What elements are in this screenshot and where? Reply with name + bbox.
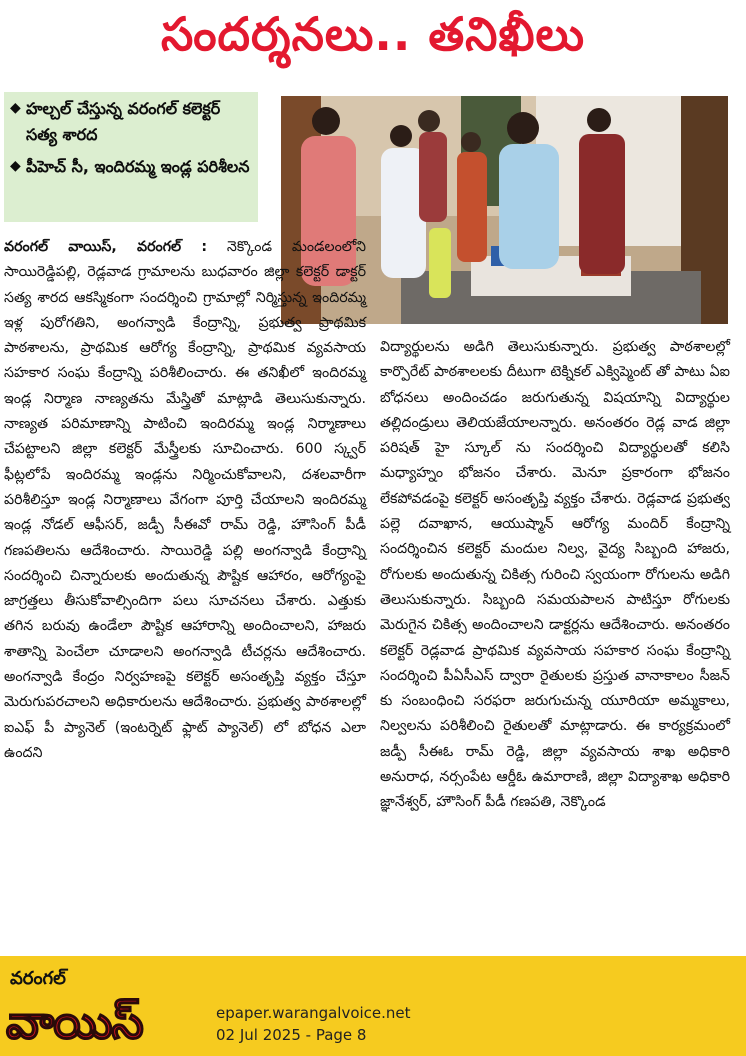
headline: సందర్శనలు.. తనిఖీలు: [160, 7, 586, 61]
highlight-item: [10, 96, 252, 148]
highlight-text: హల్చల్ చేస్తున్న వరంగల్ కలెక్టర్ సత్య శారద: [26, 99, 221, 144]
article-column-left: [4, 235, 366, 766]
byline: వరంగల్ వాయిస్, వరంగల్ :: [4, 239, 208, 255]
article-text-left: నెక్కొండ మండలంలోని సాయిరెడ్డిపల్లి, రెడ్లవాడ గ్రామాలను బుధవారం జిల్లా కలెక్టర్ డాక్టర్ సత్య శారద ఆకస్మికంగా సందర్శించి గ్రామాల్లో నిర్మిస్తున్న ఇందిరమ్మ ఇళ్ల పురోగతిని, అంగన్వాడి కేంద్రాన్ని, ప్రభుత్వ ప్రాథమిక పాఠశాలను, ప్రాథమిక ఆరోగ్య కేంద్రాన్ని, ప్రాథమిక వ్యవసాయ సహకార సంఘ కేంద్రాన్ని పరిశీలించారు. ఈ తనిఖీలో ఇందిరమ్మ ఇండ్ల నిర్మాణ నాణ్యతను మేస్త్రితో మాట్లాడి తెలుసుకున్నారు. నాణ్యత పరిమాణాన్ని పాటించి ఇందిరమ్మ ఇండ్ల నిర్మాణాలు చేపట్టాలని జిల్లా కలెక్టర్ మేస్త్రీలకు సూచించారు. 600 స్క్వర్ ఫీట్లలోపే ఇందిరమ్మ ఇండ్లను నిర్మించుకోవాలని, దశలవారీగా పరిశీలిస్తూ ఇండ్ల నిర్మాణాలు వేగంగా పూర్తి చేయాలని ఇందిరమ్మ ఇండ్ల నోడల్ ఆఫీసర్, జడ్పీ సీఈవో రామ్ రెడ్డి, హౌసింగ్ పీడీ గణపతిలను ఆదేశించారు. సాయిరెడ్డి పల్లి అంగన్వాడి కేంద్రాన్ని సందర్శించి చిన్నారులకు అందుతున్న పౌష్టిక ఆహారం, ఆరోగ్యంపై జాగ్రత్తలు తీసుకోవాల్సిందిగా పలు సూచనలు చేశారు. ఎత్తుకు తగిన బరువు ఉండేలా పౌష్టిక ఆహారాన్ని అందించాలని, హాజరు శాతాన్ని పెంచేలా చూడాలని అంగన్వాడి టీచర్లను ఆదేశించారు. అంగన్వాడి కేంద్రం నిర్వహణపై కలెక్టర్ అసంతృప్తి వ్యక్తం చేస్తూ మెరుగుపరచాలని అధికారులను ఆదేశించారు. ప్రభుత్వ పాఠశాలల్లో ఐఎఫ్ పీ ప్యానెల్ (ఇంటర్నెట్ ఫ్లాట్ ప్యానెల్) లో బోధన ఎలా ఉందని: [4, 239, 366, 761]
logo-small-text: వరంగల్: [10, 968, 66, 989]
highlight-box: [4, 92, 258, 222]
logo-big-text: వాయిస్: [6, 995, 143, 1049]
date-page: 02 Jul 2025 - Page 8: [216, 1026, 367, 1044]
footer: [0, 956, 746, 1056]
article-column-right: విద్యార్థులను అడిగి తెలుసుకున్నారు. ప్రభుత్వ పాఠశాలల్లో కార్పొరేట్ పాఠశాలలకు దీటుగా టెక్నికల్ ఎక్విప్మెంట్ తో పాటు ఏఐ బోధనలు అందించడం జరుగుతున్న విషయాన్ని విద్యార్థుల తల్లిదండ్రులు తెలియజేయాలన్నారు. అనంతరం రెడ్ల వాడ జిల్లా పరిషత్ హై స్కూల్ ను సందర్శించి విద్యార్థులతో కలిసి మధ్యాహ్నం భోజనం చేశారు. మెనూ ప్రకారంగా భోజనం లేకపోవడంపై కలెక్టర్ అసంతృప్తి వ్యక్తం చేశారు. రెడ్లవాడ ప్రభుత్వ పల్లె దవాఖాన, ఆయుష్మాన్ ఆరోగ్య మందిర్ కేంద్రాన్ని సందర్శించిన కలెక్టర్ మందుల నిల్వ, వైద్య సిబ్బంది హాజరు, రోగులకు అందుతున్న చికిత్స గురించి స్వయంగా రోగులను అడిగి తెలుసుకున్నారు. సిబ్బంది సమయపాలన పాటిస్తూ రోగులకు మెరుగైన చికిత్స అందించాలని డాక్టర్లను ఆదేశించారు. అనంతరం కలెక్టర్ రెడ్లవాడ ప్రాథమిక వ్యవసాయ సహకార సంఘ కేంద్రాన్ని సందర్శించి పీఏసీఎస్ ద్వారా రైతులకు ప్రస్తుత వానాకాలం సీజన్ కు సంబంధించి సరఫరా జరుగుచున్న యూరియా అమ్మకాలు, నిల్వలను పరిశీలించి రైతులతో మాట్లాడారు. ఈ కార్యక్రమంలో జడ్పీ సీఈఓ రామ్ రెడ్డి, జిల్లా వ్యవసాయ శాఖ అధికారి అనురాధ, నర్సంపేట ఆర్డీఓ ఉమారాణి, జిల్లా విద్యాశాఖ అధికారి జ్ఞానేశ్వర్, హౌసింగ్ పీడీ గణపతి, నెక్కొండ: [380, 339, 730, 811]
diamond-bullet-icon: ◆: [10, 100, 21, 116]
highlight-text: పీహెచ్ సీ, ఇందిరమ్మ ఇండ్ల పరిశీలన: [26, 157, 250, 176]
diamond-bullet-icon: ◆: [10, 158, 21, 174]
epaper-url[interactable]: epaper.warangalvoice.net: [216, 1004, 411, 1022]
highlight-item: [10, 154, 252, 180]
